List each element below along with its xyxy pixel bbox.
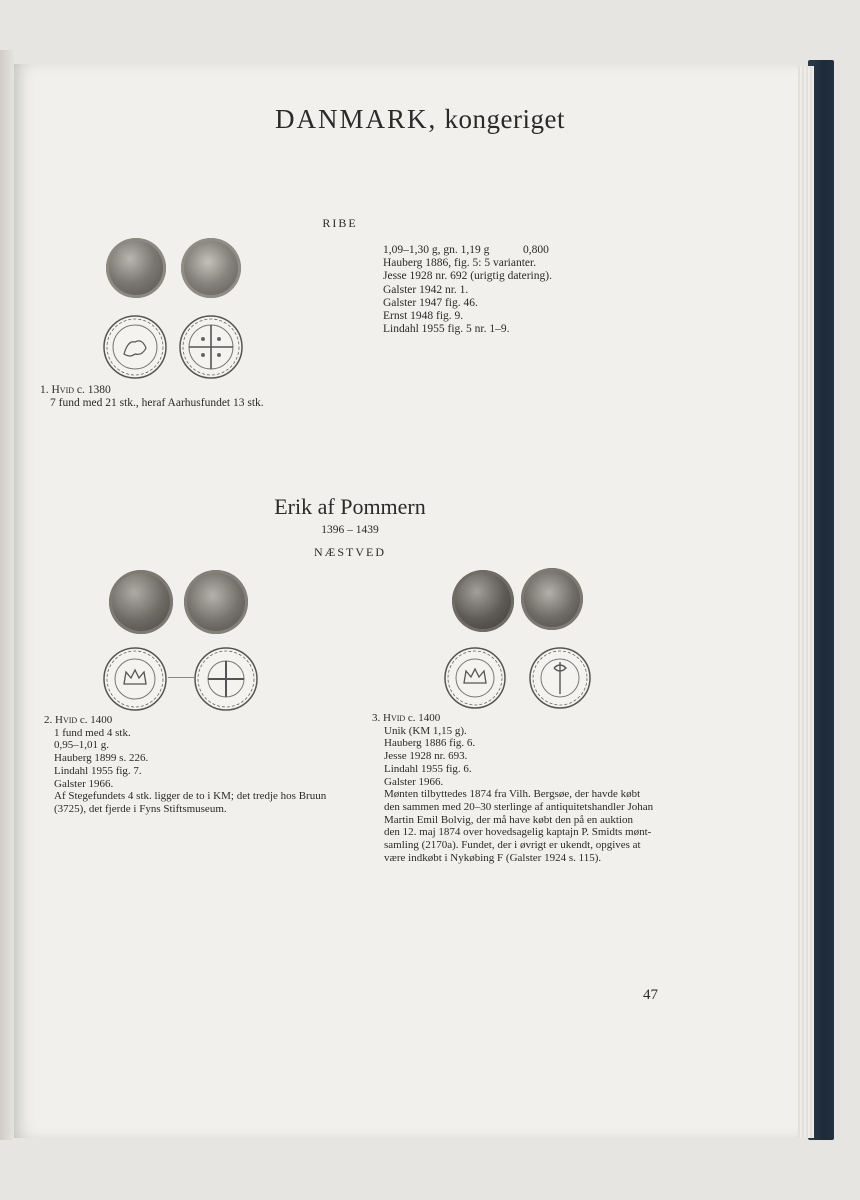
fineness-value: 0,800 (523, 244, 549, 256)
section-title-danmark (208, 104, 632, 135)
coin-drawing-reverse (178, 314, 244, 380)
item-line: Unik (KM 1,15 g). (384, 724, 467, 737)
title-rest: kongeriget (444, 104, 565, 134)
mint-naestved: NÆSTVED (313, 545, 386, 559)
item-number: 1. (40, 384, 49, 396)
item-line: Jesse 1928 nr. 693. (384, 750, 468, 763)
item-line: Hauberg 1899 s. 226. (54, 752, 149, 765)
coin-drawing-obverse (102, 314, 168, 380)
reference-line: Galster 1947 fig. 46. (383, 296, 478, 309)
reign-years: 1396 – 1439 (321, 524, 379, 536)
coin-photo-obverse (106, 238, 166, 298)
coin-name: Hvid (55, 714, 78, 726)
title-caps: DANMARK, (275, 104, 438, 134)
coin-name: Hvid (383, 712, 406, 724)
find-note: 7 fund med 21 stk., heraf Aarhusfundet 13 stk. (50, 397, 264, 410)
coin-photo-obverse (452, 570, 514, 632)
mint-ribe: RIBE (322, 216, 358, 230)
reference-line: Lindahl 1955 fig. 5 nr. 1–9. (383, 323, 510, 336)
coin-date: c. 1400 (407, 712, 441, 724)
item-line: Galster 1966. (54, 777, 114, 790)
item-line: Hauberg 1886 fig. 6. (384, 737, 476, 750)
coin-photo-obverse (109, 570, 173, 634)
item-number: 3. (372, 712, 381, 724)
item-line: være indkøbt i Nykøbing F (Galster 1924 s. 115). (384, 851, 602, 864)
page-number: 47 (643, 987, 658, 1003)
item-line: 1 fund med 4 stk. (54, 726, 131, 739)
item-line: Martin Emil Bolvig, der må have købt den på en auktion (384, 813, 633, 826)
coin-drawing-reverse (528, 646, 592, 710)
reference-line: Ernst 1948 fig. 9. (383, 310, 464, 323)
item-line: (3725), det fjerde i Fyns Stiftsmuseum. (54, 802, 227, 815)
item-1-caption (40, 384, 340, 410)
item-line: Lindahl 1955 fig. 6. (384, 762, 472, 775)
item-line: den sammen med 20–30 sterlinge af antiquitetshandler Johan (384, 800, 654, 813)
item-line: den 12. maj 1874 over hovedsagelig kaptajn P. Smidts mønt- (384, 826, 652, 839)
connector-line (168, 677, 194, 678)
item-line: Mønten tilbyttedes 1874 fra Vilh. Bergsøe, der havde købt (384, 788, 641, 801)
item-2-text (44, 714, 364, 816)
coin-drawing-obverse (443, 646, 507, 710)
coin-photo-reverse (181, 238, 241, 298)
reference-weight (383, 244, 603, 257)
coin-photo-reverse (184, 570, 248, 634)
reference-line: Hauberg 1886, fig. 5: 5 varianter. (383, 257, 537, 270)
item-line: 0,95–1,01 g. (54, 739, 109, 752)
coin-name: Hvid (51, 384, 75, 396)
weight-text: 1,09–1,30 g, gn. 1,19 g (383, 244, 490, 256)
item-number: 2. (44, 714, 53, 726)
reference-line: Jesse 1928 nr. 692 (urigtig datering). (383, 270, 552, 283)
coin-date: c. 1380 (76, 384, 111, 396)
coin-date: c. 1400 (79, 714, 113, 726)
coin-drawing-reverse (193, 646, 259, 712)
item-line: Lindahl 1955 fig. 7. (54, 764, 142, 777)
reference-line: Galster 1942 nr. 1. (383, 283, 469, 296)
coin-drawing-obverse (102, 646, 168, 712)
item-line: Af Stegefundets 4 stk. ligger de to i KM; det tredje hos Bruun (54, 790, 327, 803)
section-title-erik: Erik af Pommern (274, 494, 426, 519)
item-line: Galster 1966. (384, 775, 444, 788)
references-ribe (383, 244, 603, 336)
item-line: samling (2170a). Fundet, der i øvrigt er ukendt, opgives at (384, 839, 641, 852)
coin-photo-reverse (521, 568, 583, 630)
item-3-text (372, 712, 672, 864)
